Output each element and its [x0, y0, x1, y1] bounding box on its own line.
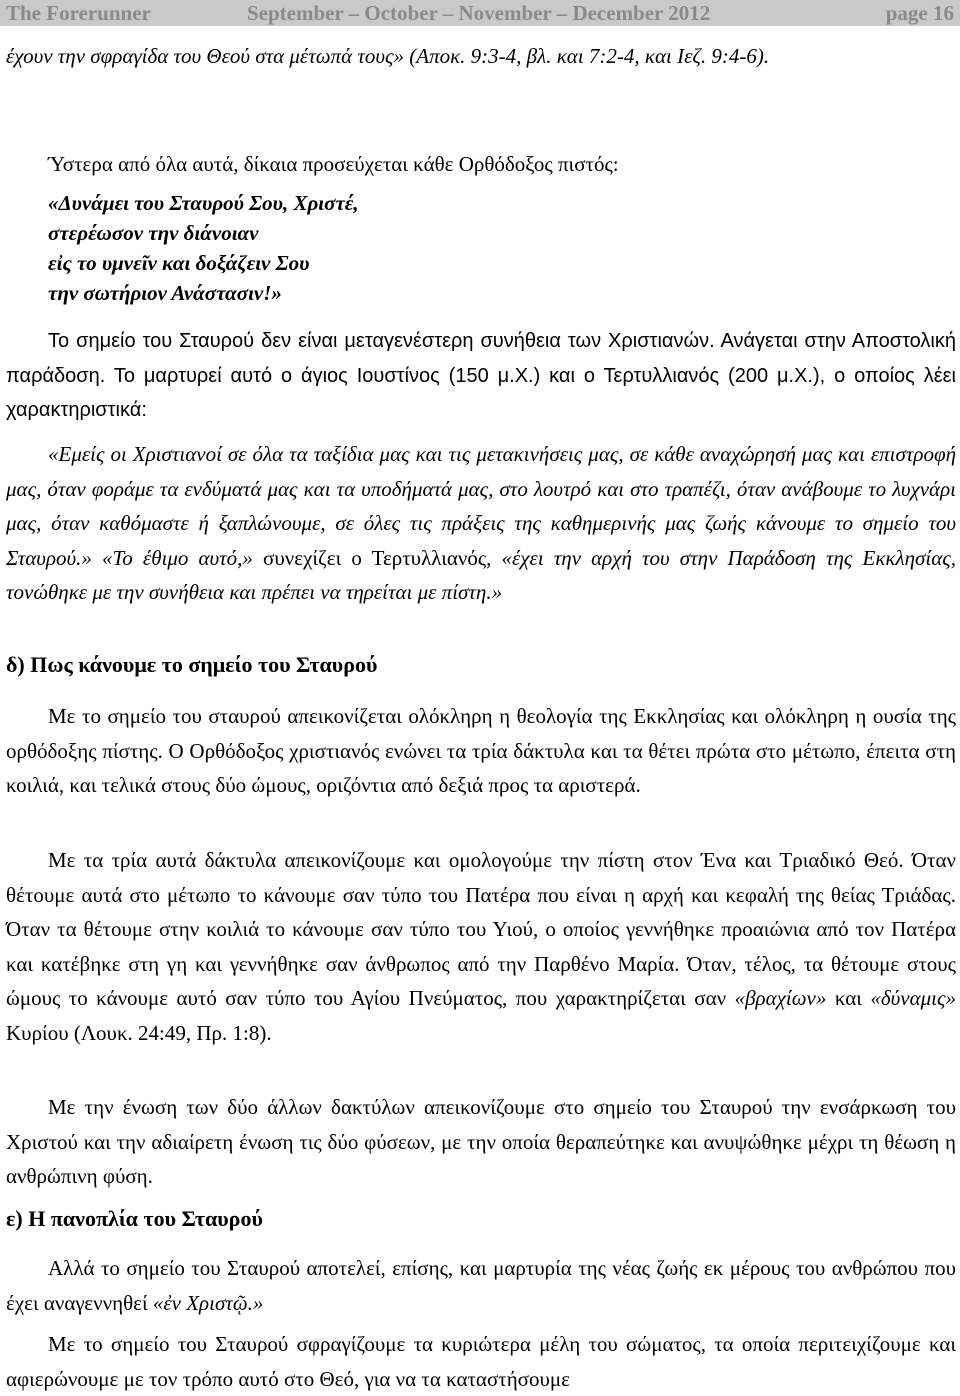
continuation-text: έχουν την σφραγίδα του Θεού στα μέτωπά τους» (Αποκ. 9:3-4, βλ. και 7:2-4, και Ιεζ. 9:4-6). [6, 44, 770, 68]
paragraph-text: και [826, 986, 871, 1010]
prayer-line: την σωτήριον Ανάστασιν!» [48, 281, 282, 305]
journal-title: The Forerunner [6, 1, 151, 25]
section-d-paragraph: Με την ένωση των δύο άλλων δακτύλων απεικονίζουμε στο σημείο του Σταυρού την ενσάρκωση του Χριστού και την αδιαίρετη ένωση τις δύο φύσεων, με την οποία θεραπεύτηκε και ανυψώθηκε μέχρι τη θέωση η ανθρώπινη φύση. [6, 1095, 956, 1188]
section-heading: δ) Πως κάνουμε το σημείο του Σταυρού [6, 652, 378, 677]
quote-part: «Εμείς οι Χριστιανοί σε όλα τα ταξίδια μας και τις μετακινήσεις μας, σε κάθε αναχώρησή μας και επιστροφή μας, όταν φοράμε τα ενδύματά μας και τα υποδήματά μας, στο λουτρό και στο τραπέζι, όταν ανάβουμε το λυχνάρι μας, όταν καθόμαστε ή ξαπλώνουμε, σε όλες τις πράξεις της καθημερινής μας ζωής κάνουμε το σημείο του Σταυρού.» [6, 442, 956, 570]
quoted-term: «ἐν Χριστῷ.» [152, 1290, 264, 1315]
page-header [0, 0, 960, 26]
tertullian-quote [6, 437, 956, 610]
quoted-term: «βραχίων» [734, 986, 827, 1010]
quoted-term: «δύναμις» [870, 986, 956, 1010]
prayer-line: στερέωσον την διάνοιαν [48, 221, 259, 245]
section-d-paragraph: Με το σημείο του σταυρού απεικονίζεται ολόκληρη η θεολογία της Εκκλησίας και ολόκληρη η ουσία της ορθόδοξης πίστης. Ο Ορθόδοξος χριστιανός ενώνει τα τρία δάκτυλα και τα θέτει πρώτα στο μέτωπο, έπειτα στη κοιλιά, και τελικά στους δύο ώμους, οριζόντια από δεξιά προς τα αριστερά. [6, 704, 956, 797]
section-e-paragraph: Με το σημείο του Σταυρού σφραγίζουμε τα κυριώτερα μέλη του σώματος, τα οποία περιτειχίζουμε και αφιερώνουμε με τον τρόπο αυτό στο Θεό, για να τα καταστήσουμε [6, 1332, 956, 1391]
paragraph-text: Αλλά το σημείο του Σταυρού αποτελεί, επίσης, και μαρτυρία της νέας ζωής εκ μέρους του ανθρώπου που έχει αναγεννηθεί [6, 1256, 956, 1315]
section-heading: ε) Η πανοπλία του Σταυρού [6, 1206, 263, 1231]
prayer-line: εἰς το υμνεῖν και δοξάζειν Σου [48, 251, 310, 275]
paragraph-text: Με τα τρία αυτά δάκτυλα απεικονίζουμε και ομολογούμε την πίστη στον Ένα και Τριαδικό Θεό. Όταν θέτουμε αυτά στο μέτωπο το κάνουμε σαν τύπο του Πατέρα που είναι η αρχή και κεφαλή της θείας Τριάδας. Όταν τα θέτουμε στην κοιλιά το κάνουμε σαν τύπο του Υιού, ο οποίος γεννήθηκε προαιώνια από τον Πατέρα και κατέβηκε στη γη και γεννήθηκε σαν άνθρωπος από την Παρθένο Μαρία. Όταν, τέλος, τα θέτουμε στους ώμους το κάνουμε αυτό σαν τύπο του Αγίου Πνεύματος, που χαρακτηρίζεται σαν [6, 848, 956, 1010]
prayer-block [48, 188, 848, 308]
prayer-line: «Δυνάμει του Σταυρού Σου, Χριστέ, [48, 191, 359, 215]
section-e-paragraph [6, 1251, 956, 1320]
quote-attribution: συνεχίζει ο Τερτυλλιανός, [252, 545, 502, 570]
section-d-paragraph [6, 843, 956, 1050]
paragraph-text: Κυρίου (Λουκ. 24:49, Πρ. 1:8). [6, 1020, 272, 1045]
quote-part: «έχει την αρχή του στην Παράδοση της Εκκλησίας, τονώθηκε με την συνήθεια και πρέπει να τηρείται με πίστη.» [6, 545, 957, 604]
issue-date: September – October – November – December 2012 [247, 1, 711, 25]
prayer-intro: Ύστερα από όλα αυτά, δίκαια προσεύχεται κάθε Ορθόδοξος πιστός: [48, 152, 619, 176]
quote-part: «Το έθιμο αυτό,» [91, 545, 253, 570]
tradition-paragraph: Το σημείο του Σταυρού δεν είναι μεταγενέστερη συνήθεια των Χριστιανών. Ανάγεται στην Αποστολική παράδοση. Το μαρτυρεί αυτό ο άγιος Ιουστίνος (150 μ.Χ.) και ο Τερτυλλιανός (200 μ.Χ.), ο οποίος λέει χαρακτηριστικά: [6, 330, 956, 421]
page-number: page 16 [885, 1, 954, 25]
